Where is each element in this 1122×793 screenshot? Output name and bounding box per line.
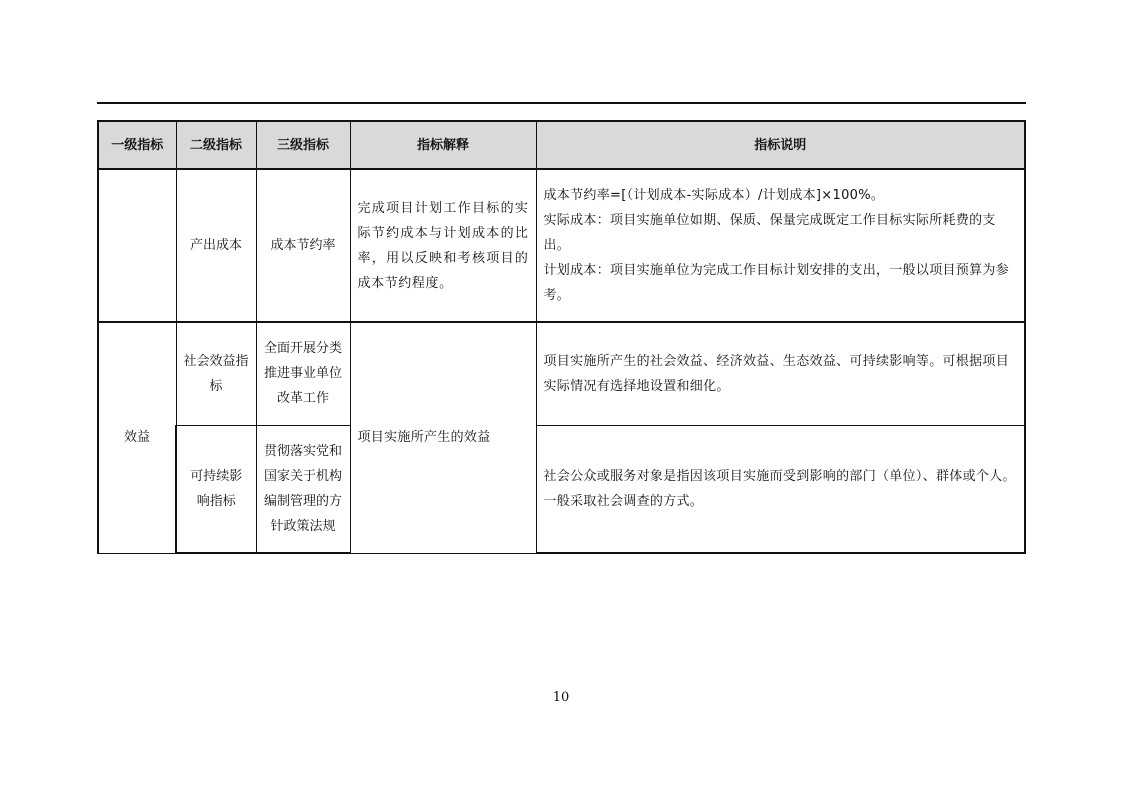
cell-description-cost bbox=[536, 169, 1025, 322]
table-row-cost bbox=[98, 169, 1025, 322]
page-number: 10 bbox=[552, 690, 570, 705]
header-description: 指标说明 bbox=[536, 121, 1025, 169]
header-level1: 一级指标 bbox=[98, 121, 176, 169]
description-formula: 成本节约率=[（计划成本-实际成本）/计划成本]×100%。 bbox=[543, 188, 885, 203]
cell-level2-cost: 产出成本 bbox=[176, 169, 256, 322]
table-header-row bbox=[98, 121, 1025, 169]
cell-level2-sustain: 可持续影响指标 bbox=[176, 425, 256, 553]
table-row-social bbox=[98, 322, 1025, 425]
cell-explanation-benefit: 项目实施所产生的效益 bbox=[350, 322, 536, 553]
header-level2: 二级指标 bbox=[176, 121, 256, 169]
cell-level3-cost-saving-rate: 成本节约率 bbox=[256, 169, 350, 322]
cell-level3-social: 全面开展分类推进事业单位改革工作 bbox=[256, 322, 350, 425]
description-actual-cost: 实际成本：项目实施单位如期、保质、保量完成既定工作目标实际所耗费的支出。 bbox=[543, 213, 996, 253]
cell-level1-empty bbox=[98, 169, 176, 322]
cell-explanation-cost: 完成项目计划工作目标的实际节约成本与计划成本的比率，用以反映和考核项目的成本节约程度。 bbox=[350, 169, 536, 322]
header-rule bbox=[97, 102, 1026, 104]
cell-description-social: 项目实施所产生的社会效益、经济效益、生态效益、可持续影响等。可根据项目实际情况有选择地设置和细化。 bbox=[536, 322, 1025, 425]
cell-level2-social: 社会效益指标 bbox=[176, 322, 256, 425]
cell-level3-sustain: 贯彻落实党和国家关于机构编制管理的方针政策法规 bbox=[256, 425, 350, 553]
description-planned-cost: 计划成本：项目实施单位为完成工作目标计划安排的支出，一般以项目预算为参考。 bbox=[543, 263, 1010, 303]
header-explanation: 指标解释 bbox=[350, 121, 536, 169]
cell-description-sustain: 社会公众或服务对象是指因该项目实施而受到影响的部门（单位）、群体或个人。一般采取社会调查的方式。 bbox=[536, 425, 1025, 553]
indicator-table bbox=[97, 120, 1026, 554]
table-row-sustain bbox=[98, 425, 1025, 553]
cell-level1-benefit: 效益 bbox=[98, 322, 176, 553]
header-level3: 三级指标 bbox=[256, 121, 350, 169]
